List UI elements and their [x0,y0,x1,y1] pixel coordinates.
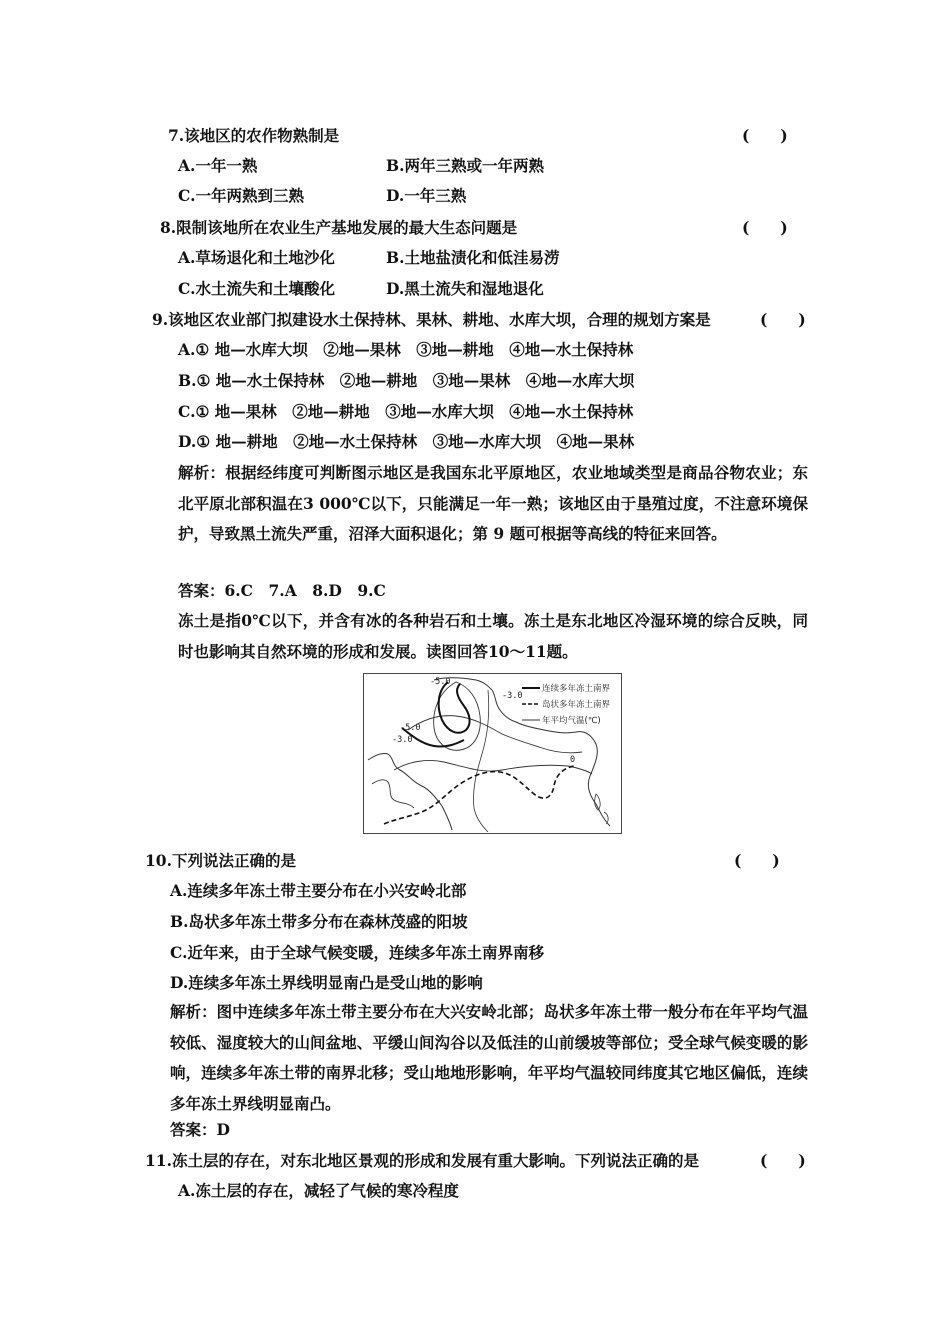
q8-option-a: A.草场退化和土地沙化 [178,248,335,267]
permafrost-map [364,674,620,832]
map-inner-boundary [368,753,452,830]
q10-option-b: B.岛状多年冻土带多分布在森林茂盛的阳坡 [170,912,468,931]
legend-isotherm-label: 年平均气温(℃) [542,716,601,726]
q11-stem: 11.冻土层的存在，对东北地区景观的形成和发展有重大影响。下列说法正确的是 [145,1151,699,1170]
q7-option-a: A.一年一熟 [178,156,258,175]
q10-option-a: A.连续多年冻土带主要分布在小兴安岭北部 [170,881,467,900]
map-island-feature-2 [604,812,608,824]
q9-option-b: B.① 地—水土保持林 ②地—耕地 ③地—果林 ④地—水库大坝 [178,371,635,390]
q11-answer-blank: ( ) [760,1151,806,1170]
q7-option-c: C.一年两熟到三熟 [178,186,304,205]
analysis-6-9: 解析：根据经纬度可判断图示地区是我国东北平原地区，农业地域类型是商品谷物农业；东北平原北部积温在3 000℃以下，只能满足一年一熟；该地区由于垦殖过度，不注意环境保护，导致黑土流失严重，沼泽大面积退化；第 9 题可根据等高线的特征来回答。 [178,463,808,543]
q9-answer-blank: ( ) [760,310,806,329]
q7-option-b: B.两年三熟或一年两熟 [386,156,544,175]
map-peninsula-outline [372,780,414,808]
label-left-minus5: -5.0 [400,723,421,733]
legend-continuous-label: 连续多年冻土南界 [542,684,611,694]
label-zero: 0 [570,755,576,765]
q7-stem: 7.该地区的农作物熟制是 [168,126,340,145]
legend-island-label: 岛状多年冻土南界 [542,700,611,710]
q8-option-b: B.土地盐渍化和低洼易涝 [386,248,560,267]
analysis-10: 解析：图中连续多年冻土带主要分布在大兴安岭北部；岛状多年冻土带一般分布在年平均气温较低、湿度较大的山间盆地、平缓山间沟谷以及低洼的山前缓坡等部位；受全球气候变暖的影响，连续多年冻土带的南界北移；受山地地形影响，年平均气温较同纬度其它地区偏低，连续多年冻土界线明显南凸。 [170,1002,808,1113]
label-right-minus3: -3.0 [502,691,523,701]
q10-option-c: C.近年来，由于全球气候变暖，连续多年冻土南界南移 [170,943,544,962]
label-top-minus5: -5.0 [430,677,451,687]
label-left-minus3: -3.0 [392,735,413,745]
q9-option-a: A.① 地—水库大坝 ②地—果林 ③地—耕地 ④地—水土保持林 [178,340,634,359]
q10-option-d: D.连续多年冻土界线明显南凸是受山地的影响 [170,973,483,992]
q9-stem: 9.该地区农业部门拟建设水土保持林、果林、耕地、水库大坝，合理的规划方案是 [152,310,711,329]
map-river-line [473,690,488,832]
q8-stem: 8.限制该地所在农业生产基地发展的最大生态问题是 [160,218,518,237]
q7-option-d: D.一年三熟 [386,186,467,205]
answer-10: 答案：D [170,1120,230,1139]
q10-answer-blank: ( ) [734,851,780,870]
q7-answer-blank: ( ) [742,126,788,145]
intro-frozen-soil: 冻土是指0℃以下，并含有冰的各种岩石和土壤。冻土是东北地区冷湿环境的综合反映，同时也影响其自然环境的形成和发展。读图回答10～11题。 [178,611,808,661]
q8-option-c: C.水土流失和土壤酸化 [178,279,335,298]
q11-option-a: A.冻土层的存在，减轻了气候的寒冷程度 [178,1181,459,1200]
answer-6-9: 答案：6.C 7.A 8.D 9.C [178,581,386,600]
island-permafrost-boundary [384,766,574,824]
permafrost-map-figure [363,673,622,834]
q9-option-c: C.① 地—果林 ②地—耕地 ③地—水库大坝 ④地—水土保持林 [178,402,634,421]
q8-option-d: D.黑土流失和湿地退化 [386,279,544,298]
q10-stem: 10.下列说法正确的是 [145,851,296,870]
q9-option-d: D.① 地—耕地 ②地—水土保持林 ③地—水库大坝 ④地—果林 [178,432,635,451]
q8-answer-blank: ( ) [742,218,788,237]
